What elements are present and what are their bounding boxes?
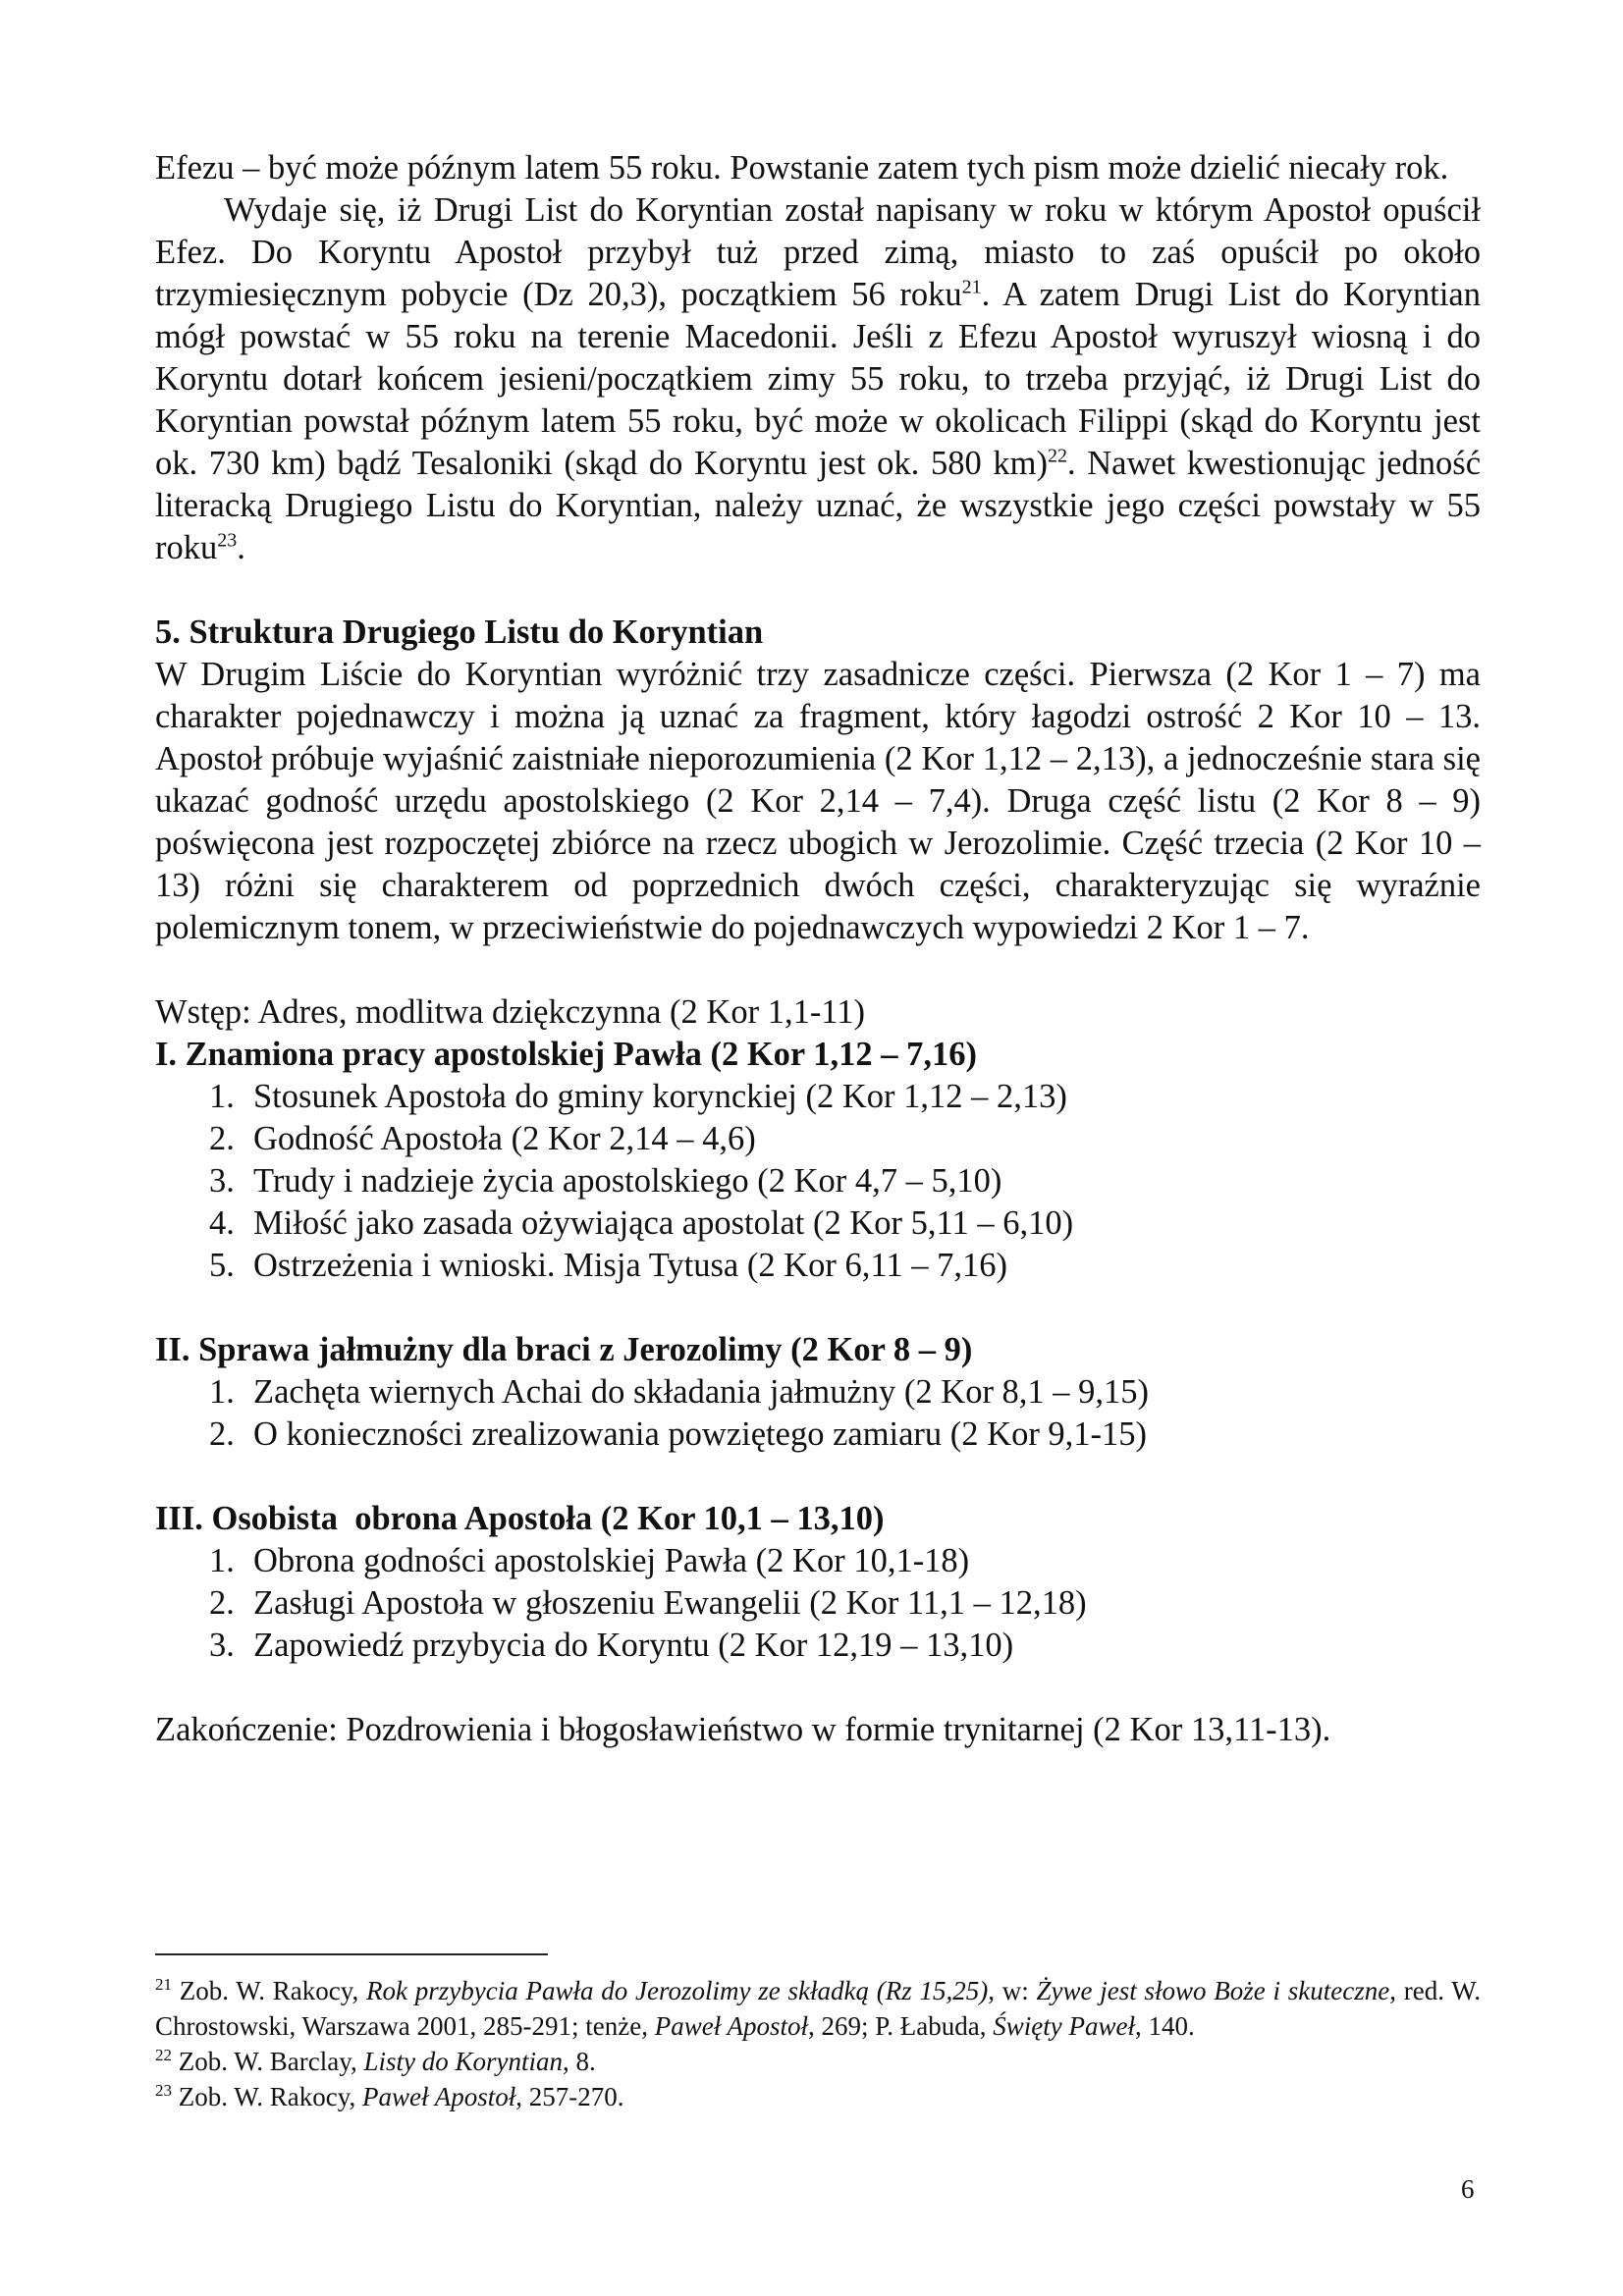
paragraph-dating-part-b: . A zatem Drugi List do Koryntian mógł powstać w 55 roku na terenie Macedonii. Jeśli z Efezu Apostoł wyruszył wiosną i do Koryntu dotarł końcem jesieni/początkiem zimy 55 roku, to trzeba przyjąć, iż Drugi List do Koryntian powstał późnym latem 55 roku, być może w okolicach Filippi (skąd do Koryntu jest ok. 730 km) bądź Tesaloniki (skąd do Koryntu jest ok. 580 km) (155, 276, 1481, 482)
item-number: 3. (209, 1162, 235, 1200)
outline-part-1-title: I. Znamiona pracy apostolskiej Pawła (2 Kor 1,12 – 7,16) (155, 1036, 977, 1073)
footnote-22 (155, 2044, 1481, 2079)
footnote-ref-22[interactable]: 22 (1047, 445, 1067, 467)
paragraph-dating-part-d: . (237, 529, 245, 566)
item-text: Ostrzeżenia i wnioski. Misja Tytusa (2 Kor 6,11 – 7,16) (253, 1247, 1007, 1284)
outline-part-1-list (155, 1076, 1481, 1287)
outline-item (155, 1245, 1481, 1287)
footnote-text: , red. W. Chrostowski, Warszawa 2001, 285-291; tenże, (155, 1976, 1482, 2041)
outline-part-3-title: III. Osobista obrona Apostoła (2 Kor 10,1 – 13,10) (155, 1500, 885, 1537)
footnote-title: Rok przybycia Pawła do Jerozolimy ze składką (Rz 15,25) (366, 1976, 989, 2005)
outline-conclusion: Zakończenie: Pozdrowienia i błogosławieństwo w formie trynitarnej (2 Kor 13,11-13). (155, 1711, 1331, 1748)
footnote-title: Święty Paweł (993, 2011, 1135, 2041)
footnote-number: 22 (155, 2046, 172, 2064)
outline-part-2-list (155, 1371, 1481, 1456)
footnote-separator (155, 1953, 548, 1955)
item-number: 2. (209, 1120, 235, 1157)
footnote-ref-23[interactable]: 23 (217, 529, 238, 552)
document-page (155, 147, 1481, 1751)
footnote-text: , 269; P. Łabuda, (808, 2011, 994, 2041)
footnote-number: 23 (155, 2081, 172, 2100)
footnote-title: Żywe jest słowo Boże i skuteczne (1036, 1976, 1390, 2005)
item-number: 1. (209, 1373, 235, 1411)
footnote-ref-21[interactable]: 21 (961, 276, 982, 298)
spacer (155, 1667, 1481, 1709)
footnote-text: Zob. W. Barclay, (172, 2047, 364, 2076)
outline-item (155, 1414, 1481, 1456)
spacer (155, 1287, 1481, 1329)
footnote-title: Listy do Koryntian (363, 2047, 563, 2076)
item-text: Obrona godności apostolskiej Pawła (2 Kor 10,1-18) (253, 1542, 970, 1579)
item-text: Zapowiedź przybycia do Koryntu (2 Kor 12,19 – 13,10) (253, 1627, 1014, 1664)
item-number: 2. (209, 1584, 235, 1622)
paragraph-dating-part-a: Wydaje się, iż Drugi List do Koryntian został napisany w roku w którym Apostoł opuścił Efez. Do Koryntu Apostoł przybył tuż przed zimą, miasto to zaś opuścił po około trzymiesięcznym pobycie (Dz 20,3), początkiem 56 roku (155, 191, 1481, 313)
spacer (155, 949, 1481, 991)
paragraph-intro: Efezu – być może późnym latem 55 roku. Powstanie zatem tych pism może dzielić niecały rok. (155, 149, 1449, 187)
footnote-text: , 8. (562, 2047, 596, 2076)
outline-item (155, 1540, 1481, 1582)
footnote-title: Paweł Apostoł (361, 2082, 516, 2111)
footnote-text: Zob. W. Rakocy, (172, 1976, 367, 2005)
outline-part-2-title: II. Sprawa jałmużny dla braci z Jerozolimy (2 Kor 8 – 9) (155, 1331, 973, 1368)
outline-item (155, 1625, 1481, 1667)
footnote-text: , 140. (1134, 2011, 1195, 2041)
outline-item (155, 1371, 1481, 1414)
item-text: Stosunek Apostoła do gminy korynckiej (2 Kor 1,12 – 2,13) (253, 1078, 1067, 1115)
outline-item (155, 1118, 1481, 1160)
section-heading: 5. Struktura Drugiego Listu do Koryntian (155, 614, 764, 651)
outline-intro: Wstęp: Adres, modlitwa dziękczynna (2 Kor 1,1-11) (155, 993, 866, 1031)
item-text: Miłość jako zasada ożywiająca apostolat (2 Kor 5,11 – 6,10) (253, 1204, 1074, 1242)
item-text: Godność Apostoła (2 Kor 2,14 – 4,6) (253, 1120, 756, 1157)
outline-item (155, 1582, 1481, 1625)
footnote-text: Zob. W. Rakocy, (172, 2082, 362, 2111)
footnote-23 (155, 2079, 1481, 2114)
footnote-text: , 257-270. (515, 2082, 624, 2111)
spacer (155, 1456, 1481, 1498)
item-number: 1. (209, 1078, 235, 1115)
footnotes (155, 1973, 1481, 2114)
spacer (155, 569, 1481, 612)
item-number: 1. (209, 1542, 235, 1579)
paragraph-dating-part-c: . Nawet kwestionując jedność literacką Drugiego Listu do Koryntian, należy uznać, że wszystkie jego części powstały w 55 roku (155, 445, 1482, 566)
outline-part-3-list (155, 1540, 1481, 1667)
footnote-title: Paweł Apostoł (654, 2011, 808, 2041)
outline-item (155, 1202, 1481, 1245)
section-body: W Drugim Liście do Koryntian wyróżnić trzy zasadnicze części. Pierwsza (2 Kor 1 – 7) ma charakter pojednawczy i można ją uznać za fragment, który łagodzi ostrość 2 Kor 10 – 13. Apostoł próbuje wyjaśnić zaistniałe nieporozumienia (2 Kor 1,12 – 2,13), a jednocześnie stara się ukazać godność urzędu apostolskiego (2 Kor 2,14 – 7,4). Druga część listu (2 Kor 8 – 9) poświęcona jest rozpoczętej zbiórce na rzecz ubogich w Jerozolimie. Część trzecia (2 Kor 10 – 13) różni się charakterem od poprzednich dwóch części, charakteryzując się wyraźnie polemicznym tonem, w przeciwieństwie do pojednawczych wypowiedzi 2 Kor 1 – 7. (155, 656, 1481, 946)
footnote-21 (155, 1973, 1481, 2044)
item-number: 4. (209, 1204, 235, 1242)
item-text: Zachęta wiernych Achai do składania jałmużny (2 Kor 8,1 – 9,15) (253, 1373, 1150, 1411)
item-number: 3. (209, 1627, 235, 1664)
page-number: 6 (1461, 2174, 1475, 2204)
outline-item (155, 1076, 1481, 1118)
paragraph-dating (155, 189, 1481, 569)
outline-item (155, 1160, 1481, 1202)
item-text: Trudy i nadzieje życia apostolskiego (2 Kor 4,7 – 5,10) (253, 1162, 1002, 1200)
footnote-number: 21 (155, 1975, 172, 1994)
item-text: Zasługi Apostoła w głoszeniu Ewangelii (2 Kor 11,1 – 12,18) (253, 1584, 1087, 1622)
footnote-text: , w: (988, 1976, 1037, 2005)
item-text: O konieczności zrealizowania powziętego zamiaru (2 Kor 9,1-15) (253, 1415, 1148, 1453)
item-number: 2. (209, 1415, 235, 1453)
item-number: 5. (209, 1247, 235, 1284)
